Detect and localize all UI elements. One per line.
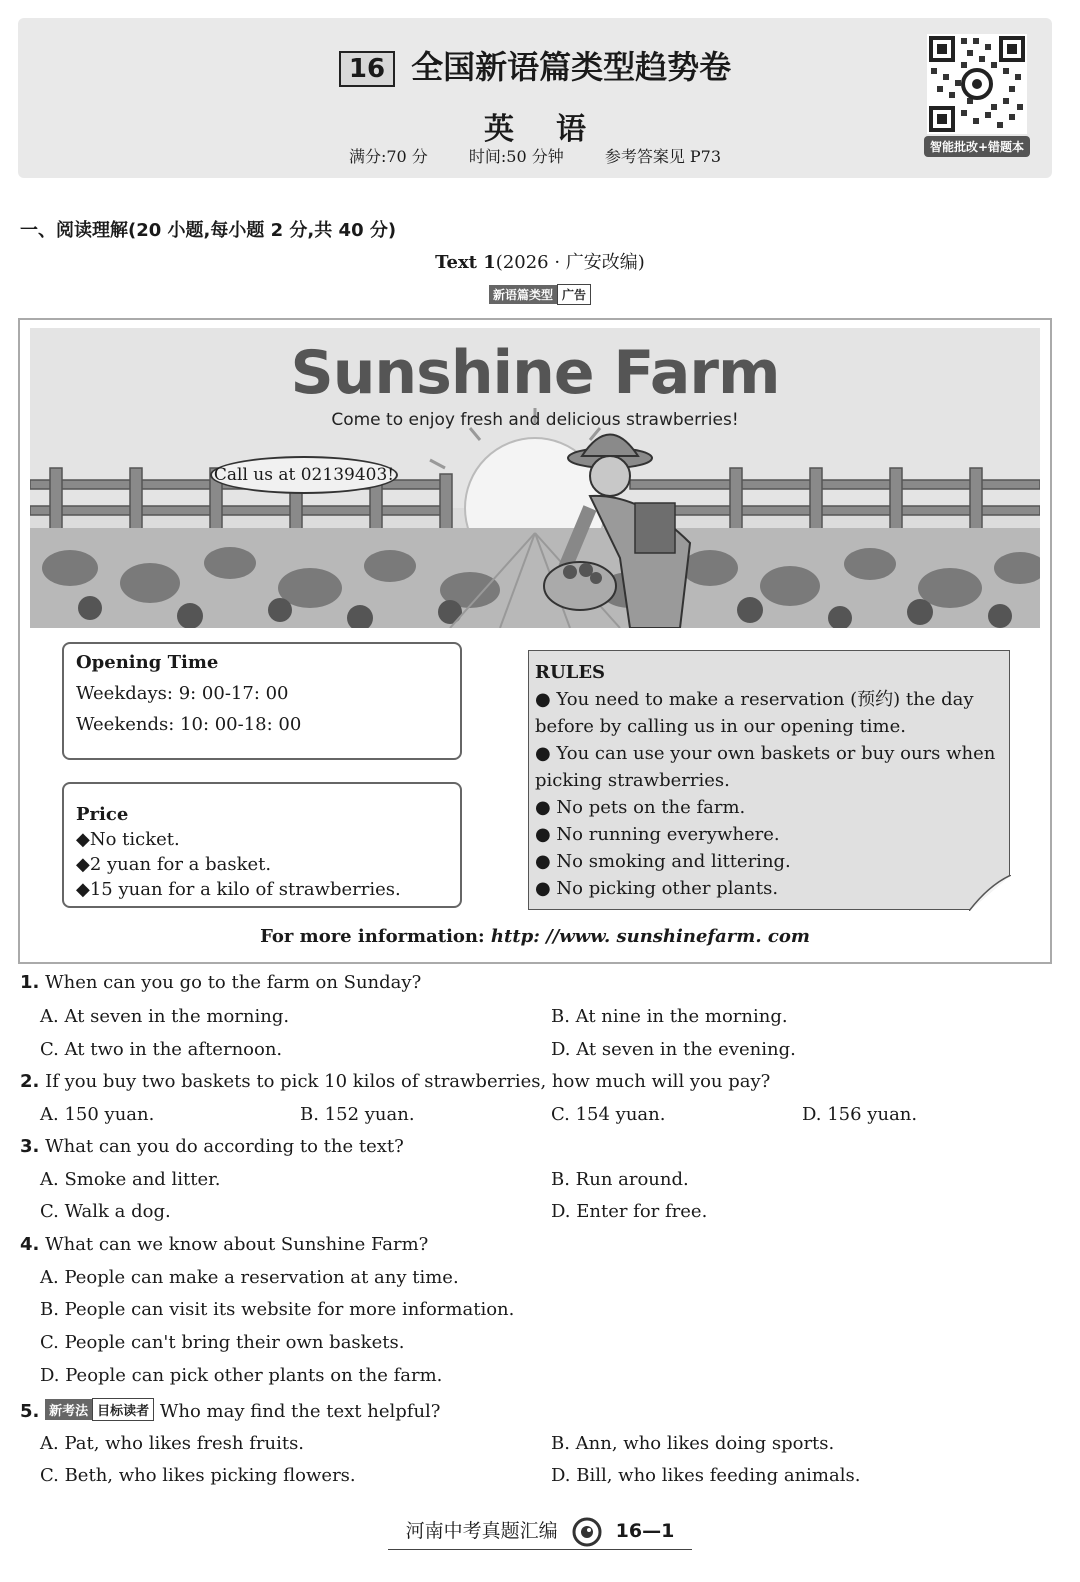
target-reader-tag: 目标读者: [92, 1398, 154, 1421]
call-bubble: Call us at 02139403!: [210, 456, 398, 494]
question-1: [20, 972, 421, 993]
series-title: 全国新语篇类型趋势卷: [411, 48, 732, 86]
option-b[interactable]: B. At nine in the morning.: [551, 1006, 788, 1027]
section-title: 一、阅读理解(20 小题,每小题 2 分,共 40 分): [20, 220, 397, 241]
rule-item: ● No picking other plants.: [535, 878, 779, 899]
text-type-tags: [0, 284, 1080, 305]
more-info-label: For more information:: [260, 926, 491, 947]
paper-number: 16: [339, 51, 395, 87]
price-item: ◆2 yuan for a basket.: [76, 854, 272, 875]
price-box: [62, 782, 462, 908]
rule-item: ● No pets on the farm.: [535, 797, 746, 818]
text-source-line: [0, 248, 1080, 274]
rule-item: ● You can use your own baskets or buy ours when picking strawberries.: [535, 743, 996, 791]
question-text: Who may find the text helpful?: [159, 1401, 441, 1422]
option-d[interactable]: D. People can pick other plants on the farm.: [40, 1365, 443, 1386]
book-logo-icon: [572, 1517, 602, 1547]
price-item: ◆15 yuan for a kilo of strawberries.: [76, 879, 401, 900]
question-text: What can we know about Sunshine Farm?: [45, 1234, 429, 1255]
question-text: When can you go to the farm on Sunday?: [45, 972, 422, 993]
series-title-row: [18, 42, 1052, 88]
rules-title: RULES: [535, 662, 606, 683]
option-c[interactable]: C. Walk a dog.: [40, 1201, 171, 1222]
option-a[interactable]: A. At seven in the morning.: [40, 1006, 290, 1027]
question-number: 5.: [20, 1401, 40, 1422]
option-d[interactable]: D. Enter for free.: [551, 1201, 708, 1222]
question-number: 4.: [20, 1234, 40, 1255]
option-b[interactable]: B. Ann, who likes doing sports.: [551, 1433, 835, 1454]
question-number: 3.: [20, 1136, 40, 1157]
more-info: [20, 926, 1050, 947]
qr-code[interactable]: [924, 34, 1030, 157]
option-b[interactable]: B. 152 yuan.: [300, 1104, 415, 1125]
subject-title: 英语: [484, 112, 628, 147]
option-c[interactable]: C. At two in the afternoon.: [40, 1039, 283, 1060]
qr-code-icon: [927, 34, 1027, 134]
page-fold-icon: [969, 875, 1011, 911]
tag-genre: 广告: [557, 284, 591, 305]
website-link[interactable]: http: //www. sunshinefarm. com: [490, 926, 810, 947]
rules-box: [528, 650, 1010, 910]
question-5: [20, 1398, 440, 1422]
option-d[interactable]: D. At seven in the evening.: [551, 1039, 796, 1060]
question-2: [20, 1071, 770, 1092]
weekdays-hours: Weekdays: 9: 00-17: 00: [76, 683, 289, 704]
exam-header: [18, 18, 1052, 178]
tag-text-type: 新语篇类型: [489, 285, 557, 304]
qr-caption: 智能批改+错题本: [924, 136, 1030, 157]
option-b[interactable]: B. Run around.: [551, 1169, 689, 1190]
option-c[interactable]: C. Beth, who likes picking flowers.: [40, 1465, 356, 1486]
question-3: [20, 1136, 404, 1157]
option-d[interactable]: D. 156 yuan.: [802, 1104, 918, 1125]
rule-item: ● You need to make a reservation (预约) the day before by calling us in our opening time.: [535, 689, 974, 737]
text-source: (2026 · 广安改编): [495, 252, 645, 273]
page-footer: [388, 1516, 692, 1550]
option-a[interactable]: A. 150 yuan.: [40, 1104, 155, 1125]
price-item: ◆No ticket.: [76, 829, 180, 850]
advertisement: [18, 318, 1052, 964]
rule-item: ● No smoking and littering.: [535, 851, 791, 872]
weekends-hours: Weekends: 10: 00-18: 00: [76, 714, 302, 735]
opening-title: Opening Time: [76, 652, 219, 673]
page-number: 16—1: [615, 1520, 675, 1542]
answer-reference: 参考答案见 P73: [604, 147, 722, 166]
exam-meta: [18, 144, 1052, 167]
question-number: 2.: [20, 1071, 40, 1092]
question-4: [20, 1234, 428, 1255]
farm-subtitle: Come to enjoy fresh and delicious strawberries!: [331, 410, 739, 430]
option-a[interactable]: A. Smoke and litter.: [40, 1169, 221, 1190]
book-title: 河南中考真题汇编: [405, 1520, 558, 1542]
option-c[interactable]: C. 154 yuan.: [551, 1104, 666, 1125]
option-a[interactable]: A. People can make a reservation at any time.: [40, 1267, 459, 1288]
farm-title: Sunshine Farm: [290, 338, 780, 408]
full-score: 满分:70 分: [348, 147, 428, 166]
rule-item: ● No running everywhere.: [535, 824, 780, 845]
option-c[interactable]: C. People can't bring their own baskets.: [40, 1332, 405, 1353]
exam-time: 时间:50 分钟: [468, 147, 564, 166]
price-title: Price: [76, 804, 129, 825]
farm-banner: [30, 328, 1040, 628]
option-a[interactable]: A. Pat, who likes fresh fruits.: [40, 1433, 305, 1454]
text-label: Text 1: [435, 252, 496, 273]
question-text: If you buy two baskets to pick 10 kilos of strawberries, how much will you pay?: [45, 1071, 771, 1092]
opening-time-box: [62, 642, 462, 760]
option-d[interactable]: D. Bill, who likes feeding animals.: [551, 1465, 861, 1486]
option-b[interactable]: B. People can visit its website for more information.: [40, 1299, 515, 1320]
question-text: What can you do according to the text?: [45, 1136, 404, 1157]
question-number: 1.: [20, 972, 40, 993]
new-method-tag: 新考法: [45, 1399, 92, 1420]
